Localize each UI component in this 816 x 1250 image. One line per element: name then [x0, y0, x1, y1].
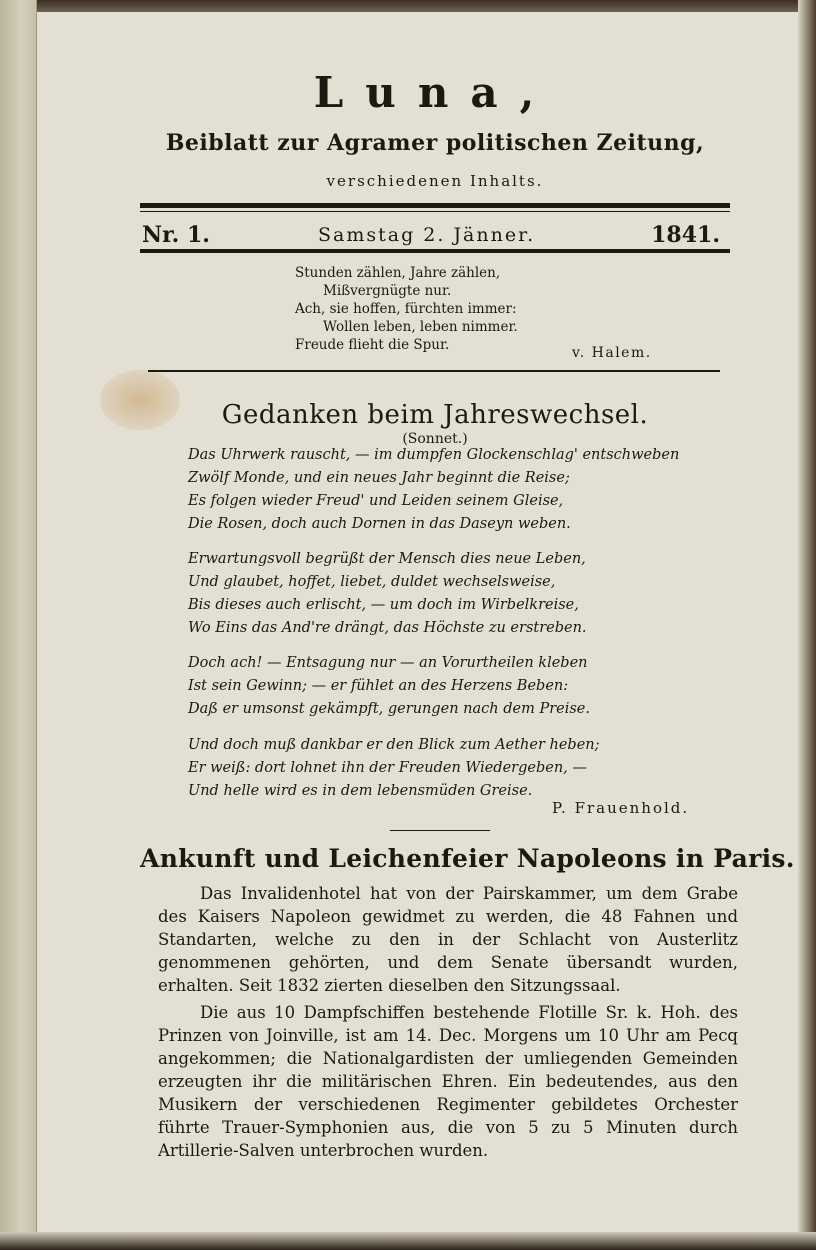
poem-line: Es folgen wieder Freud' und Leiden seinem Gleise, [188, 493, 564, 509]
header-rule-top-thin [140, 211, 730, 212]
motto-line: Wollen leben, leben nimmer. [323, 319, 518, 335]
poem-line: Daß er umsonst gekämpft, gerungen nach dem Preise. [188, 701, 590, 717]
poem-line: Wo Eins das And're drängt, das Höchste zu erstreben. [188, 620, 587, 636]
article-divider [390, 830, 490, 831]
masthead-subtitle-2: verschiedenen Inhalts. [326, 172, 544, 190]
header-rule-top [140, 203, 730, 208]
book-gutter [0, 0, 37, 1250]
poem-line: Und helle wird es in dem lebensmüden Greise. [188, 783, 533, 799]
poem-line: Ist sein Gewinn; — er fühlet an des Herzens Beben: [188, 678, 569, 694]
issue-line [140, 222, 730, 248]
poem-stanza [188, 444, 728, 536]
poem-author: P. Frauenhold. [552, 799, 690, 817]
motto [295, 264, 715, 354]
poem-title: Gedanken beim Jahreswechsel. [221, 400, 649, 430]
book-right-edge [798, 0, 816, 1250]
poem-stanza [188, 734, 728, 803]
poem-line: Erwartungsvoll begrüßt der Mensch dies neue Leben, [188, 551, 586, 567]
article-title: Ankunft und Leichenfeier Napoleons in Paris. [140, 844, 795, 873]
issue-year: 1841. [651, 222, 720, 248]
motto-author: v. Halem. [572, 345, 652, 361]
masthead-title: Luna, [313, 68, 557, 117]
issue-number: Nr. 1. [142, 222, 210, 248]
section-rule [148, 370, 720, 372]
poem-line: Er weiß: dort lohnet ihn der Freuden Wiedergeben, — [188, 760, 587, 776]
page-content [140, 0, 795, 1250]
article-body [158, 882, 738, 1166]
poem-line: Doch ach! — Entsagung nur — an Vorurtheilen kleben [188, 655, 588, 671]
poem-line: Und doch muß dankbar er den Blick zum Aether heben; [188, 737, 600, 753]
article-paragraph: Die aus 10 Dampfschiffen bestehende Flotille Sr. k. Hoh. des Prinzen von Joinville, ist am 14. Dec. Morgens um 10 Uhr am Pecq angekommen; die Nationalgardisten der umliegenden Gemeinden erzeugten ihr die militärischen Ehren. Ein bedeutendes, aus den Musikern der verschiedenen Regimenter gebildetes Orchester führte Trauer-Symphonien aus, die von 5 zu 5 Minuten durch Artillerie-Salven unterbrochen wurden. [158, 1003, 738, 1160]
poem-line: Die Rosen, doch auch Dornen in das Daseyn weben. [188, 516, 571, 532]
motto-line: Stunden zählen, Jahre zählen, [295, 265, 501, 281]
poem-stanza [188, 548, 728, 640]
poem-subtitle: (Sonnet.) [402, 431, 468, 447]
poem-line: Bis dieses auch erlischt, — um doch im Wirbelkreise, [188, 597, 579, 613]
poem-line: Zwölf Monde, und ein neues Jahr beginnt die Reise; [188, 470, 570, 486]
article-paragraph: Das Invalidenhotel hat von der Pairskammer, um dem Grabe des Kaisers Napoleon gewidmet zu werden, die 48 Fahnen und Standarten, welche zu den in der Schlacht von Austerlitz genommenen gehörten, und dem Senate übersandt wurden, erhalten. Seit 1832 zierten dieselben den Sitzungssaal. [158, 884, 738, 995]
issue-date: Samstag 2. Jänner. [318, 224, 536, 246]
poem-stanza [188, 652, 728, 721]
masthead-subtitle: Beiblatt zur Agramer politischen Zeitung, [165, 130, 705, 156]
motto-line: Ach, sie hoffen, fürchten immer: [295, 301, 517, 317]
poem-line: Das Uhrwerk rauscht, — im dumpfen Glockenschlag' entschweben [188, 447, 680, 463]
header-rule-bottom [140, 249, 730, 253]
poem-line: Und glaubet, hoffet, liebet, duldet wechselsweise, [188, 574, 556, 590]
motto-line: Mißvergnügte nur. [323, 283, 452, 299]
motto-line: Freude flieht die Spur. [295, 337, 450, 353]
